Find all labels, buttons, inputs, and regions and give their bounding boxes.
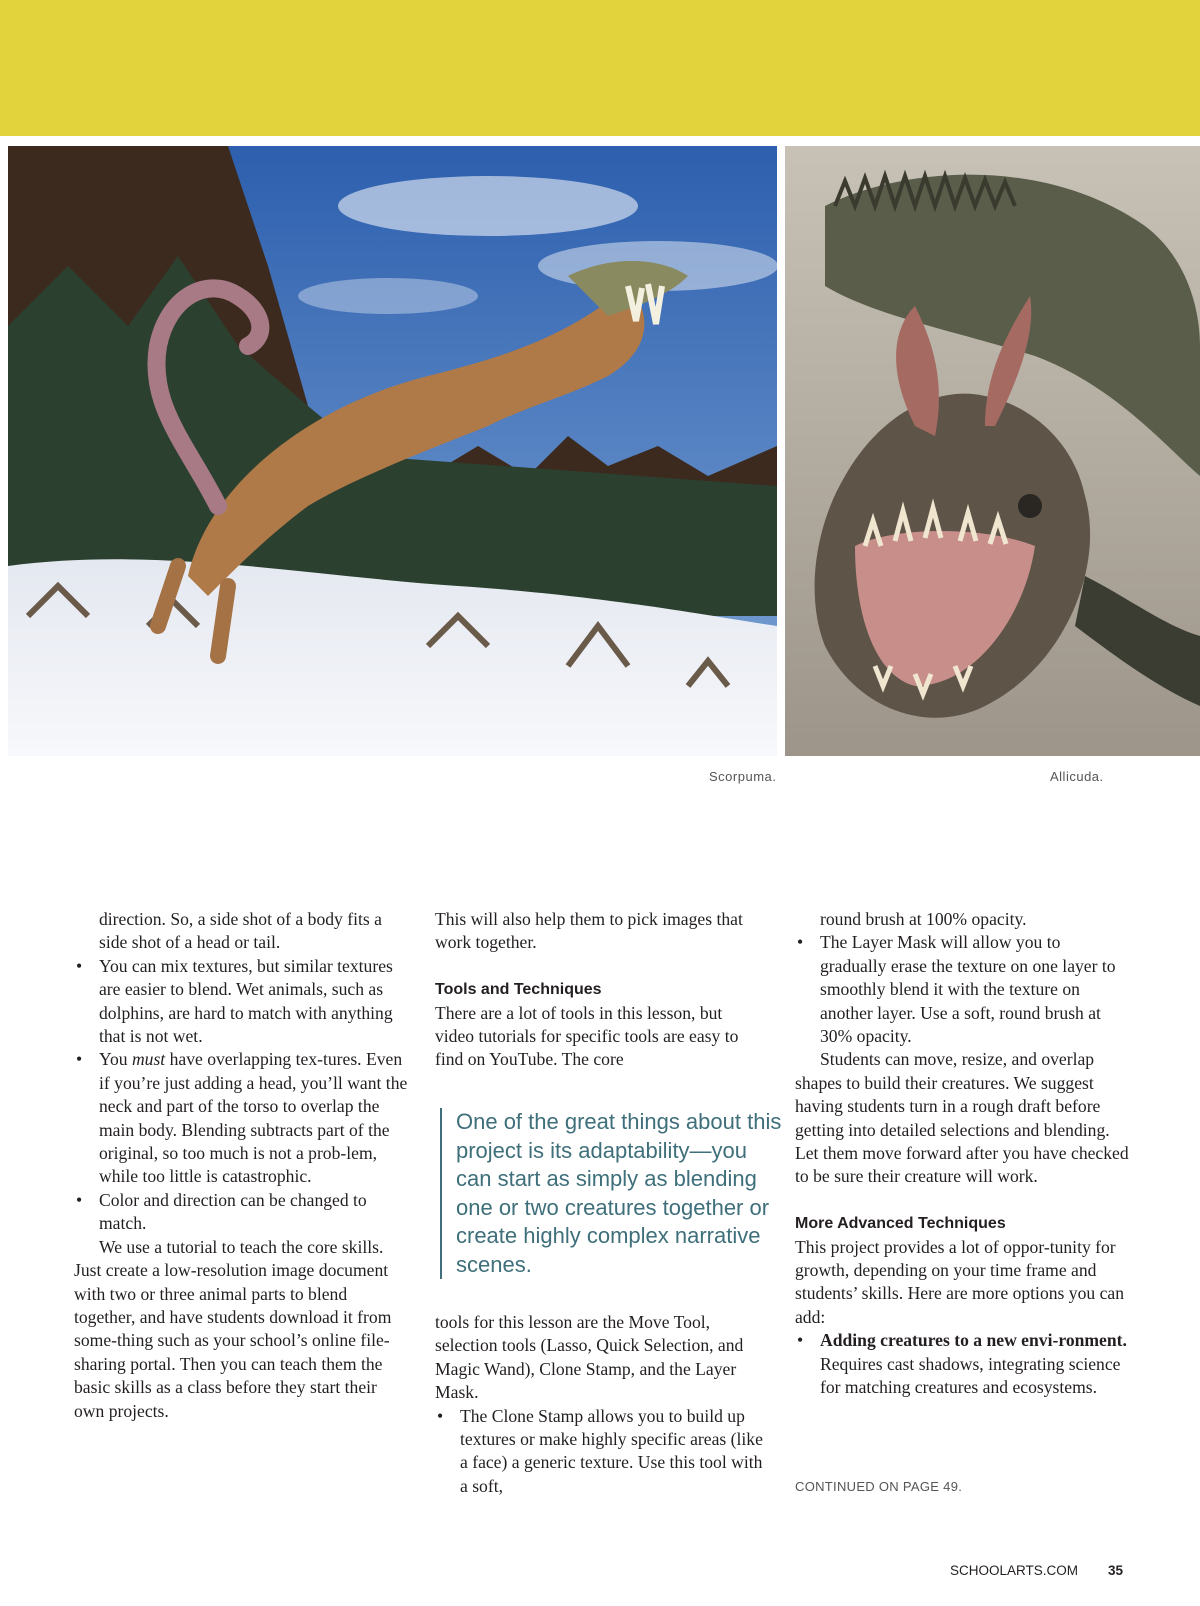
footer-site: SCHOOLARTS.COM	[950, 1563, 1079, 1578]
paragraph: round brush at 100% opacity.	[820, 909, 1027, 929]
paragraph: Students can move, resize, and overlap shapes to build their creatures. We suggest having students turn in a rough draft before getting into detailed selections and blending. Let them move forward after you have checked to be sure their creature will work.	[795, 1049, 1129, 1187]
bullet-item	[74, 1048, 409, 1188]
paragraph: We use a tutorial to teach the core skills. Just create a low-resolution image document with two or three animal parts to blend together, and have students download it from some-thing such as your school’s online file-sharing portal. Then you can teach them the basic skills as a class before they start their own projects.	[74, 1236, 392, 1421]
bullet-marker: •	[437, 1405, 444, 1426]
scorpuma-photo	[8, 146, 777, 756]
page-number: 35	[1108, 1563, 1124, 1578]
bullet-text: You	[99, 1049, 132, 1070]
paragraph: direction. So, a side shot of a body fits a side shot of a head or tail.	[99, 909, 382, 953]
pull-quote: One of the great things about this project is its adaptability—you can start as simply as blending one or two creatures together or create highly complex narrative scenes.	[440, 1108, 786, 1279]
emphasis-text: must	[131, 1049, 166, 1070]
bullet-item	[74, 955, 409, 1049]
bullet-text: Requires cast shadows, integrating science for matching creatures and ecosystems.	[820, 1353, 1121, 1398]
bullet-text: The Clone Stamp allows you to build up textures or make highly specific areas (like a face) a generic texture. Use this tool with a soft,	[460, 1405, 763, 1496]
bullet-marker: •	[76, 1049, 83, 1070]
paragraph: There are a lot of tools in this lesson, but video tutorials for specific tools are easy to find on YouTube. The core	[435, 1002, 739, 1070]
paragraph: This will also help them to pick images that work together.	[435, 909, 743, 953]
bullet-text: You can mix textures, but similar textures are easier to blend. Wet animals, such as dolphins, are hard to match with anything that is not wet.	[99, 955, 393, 1047]
body-column-1	[74, 908, 409, 1423]
header-color-band	[0, 0, 1200, 136]
section-heading: More Advanced Techniques	[795, 1215, 1006, 1233]
bullet-item	[435, 1405, 765, 1499]
bullet-marker: •	[797, 932, 804, 953]
body-column-2-continued	[435, 1311, 765, 1498]
bold-lead-text: Adding creatures to a new envi-ronment.	[820, 1330, 1127, 1351]
paragraph: tools for this lesson are the Move Tool, selection tools (Lasso, Quick Selection, and Magic Wand), Clone Stamp, and the Layer Mask.	[435, 1312, 744, 1403]
bullet-item	[795, 931, 1130, 1048]
allicuda-photo	[785, 146, 1200, 756]
body-column-2	[435, 908, 765, 1072]
allicuda-caption: Allicuda.	[1050, 769, 1104, 784]
bullet-marker: •	[76, 1189, 83, 1210]
bullet-text: The Layer Mask will allow you to gradually erase the texture on one layer to smoothly blend it with the texture on another layer. Use a soft, round brush at 30% opacity.	[820, 932, 1116, 1047]
bullet-item	[795, 1329, 1130, 1399]
scorpuma-caption: Scorpuma.	[709, 769, 777, 784]
bullet-text: have overlapping tex-tures. Even if you’re just adding a head, you’ll want the neck and part of the torso to overlap the main body. Blending subtracts part of the original, so too much is not a prob-lem, while too little is catastrophic.	[99, 1049, 408, 1187]
continued-note: CONTINUED ON PAGE 49.	[795, 1479, 963, 1494]
body-column-3	[795, 908, 1130, 1400]
bullet-marker: •	[76, 955, 83, 976]
bullet-item	[74, 1189, 409, 1236]
bullet-text: Color and direction can be changed to match.	[99, 1189, 367, 1234]
bullet-marker: •	[797, 1330, 804, 1351]
paragraph: This project provides a lot of oppor-tunity for growth, depending on your time frame and students’ skills. Here are more options you can add:	[795, 1236, 1124, 1327]
section-heading: Tools and Techniques	[435, 981, 602, 999]
